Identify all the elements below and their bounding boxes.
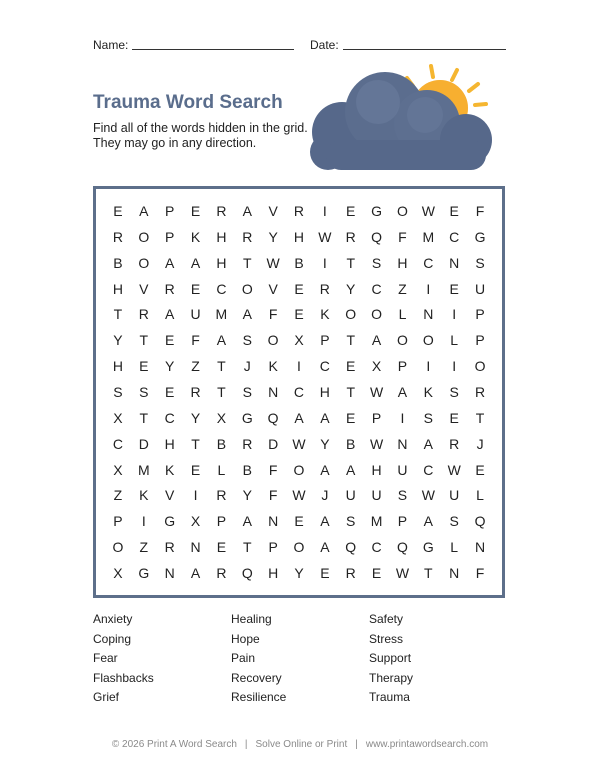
grid-cell[interactable]: J [321,487,329,504]
grid-cell[interactable]: K [190,228,201,245]
grid-cell[interactable]: F [191,332,200,349]
grid-cell[interactable]: O [138,254,150,271]
grid-cell[interactable]: I [452,306,457,323]
grid-cell[interactable]: U [345,487,356,504]
grid-cell[interactable]: R [345,228,356,245]
grid-cell[interactable]: O [241,280,253,297]
grid-cell[interactable]: R [242,228,253,245]
grid-cell[interactable]: F [268,306,278,323]
grid-cell[interactable]: C [423,461,434,478]
grid-cell[interactable]: E [294,513,304,530]
grid-cell[interactable]: L [450,539,459,556]
grid-cell[interactable]: T [346,254,355,271]
grid-cell[interactable]: N [397,435,408,452]
word-list-item: Pain [231,651,256,665]
grid-cell[interactable]: C [112,435,123,452]
word-list-item: Fear [93,651,118,665]
grid-cell[interactable]: A [320,539,330,556]
grid-cell[interactable]: E [164,332,175,349]
grid-cell[interactable]: I [426,358,431,375]
grid-cell[interactable]: I [297,358,301,375]
grid-cell[interactable]: T [139,332,149,349]
grid-cell[interactable]: K [423,383,433,400]
grid-cell[interactable]: E [449,280,459,297]
grid-cell[interactable]: E [294,306,304,323]
grid-cell[interactable]: F [268,487,278,504]
grid-cell[interactable]: S [397,487,408,504]
grid-cell[interactable]: K [164,461,175,478]
grid-cell[interactable]: R [190,383,201,400]
grid-cell[interactable]: H [268,565,279,582]
grid-cell[interactable]: H [164,435,175,452]
grid-cell[interactable]: E [294,280,304,297]
grid-cell[interactable]: N [268,383,279,400]
footer-cta: Solve Online or Print [255,739,348,750]
word-list-item: Resilience [231,690,287,704]
grid-cell[interactable]: E [475,461,485,478]
grid-cell[interactable]: G [422,539,434,556]
word-list-item: Flashbacks [93,670,154,685]
grid-cell[interactable]: S [242,332,252,349]
grid-cell[interactable]: H [112,358,123,375]
grid-cell[interactable]: R [164,539,175,556]
footer-url[interactable]: www.printawordsearch.com [365,739,489,750]
grid-cell[interactable]: A [242,513,252,530]
grid-cell[interactable]: P [113,513,123,530]
grid-cell[interactable]: O [293,539,305,556]
instructions-line-2: They may go in any direction. [93,136,257,150]
grid-cell[interactable]: U [397,461,408,478]
grid-cell[interactable]: T [424,565,433,582]
name-line [132,49,294,50]
grid-cell[interactable]: P [164,228,175,245]
grid-cell[interactable]: R [319,280,330,297]
grid-cell[interactable]: G [241,409,253,426]
grid-cell[interactable]: A [190,254,201,271]
grid-cell[interactable]: S [113,383,123,400]
grid-cell[interactable]: P [475,332,485,349]
grid-cell[interactable]: T [191,435,200,452]
grid-cell[interactable]: B [346,435,356,452]
grid-cell[interactable]: E [449,202,459,219]
footer [0,739,600,750]
grid-cell[interactable]: E [346,409,356,426]
name-field [93,38,128,52]
grid-cell[interactable]: O [293,461,305,478]
grid-cell[interactable]: C [164,409,175,426]
grid-cell[interactable]: T [346,383,355,400]
grid-cell[interactable]: A [423,513,433,530]
grid-cell[interactable]: X [216,409,227,426]
grid-cell[interactable]: G [371,202,383,219]
footer-copyright: © 2026 Print A Word Search [111,739,237,750]
grid-cell[interactable]: V [268,202,278,219]
grid-cell[interactable]: O [422,332,434,349]
grid-cell[interactable]: S [242,383,252,400]
date-line [343,49,506,50]
grid-cell[interactable]: W [292,435,306,452]
grid-cell[interactable]: Q [397,539,408,556]
grid-cell[interactable]: D [268,435,279,452]
grid-cell[interactable]: E [449,409,459,426]
grid-cell[interactable]: R [112,228,123,245]
grid-cell[interactable]: Q [345,539,357,556]
word-list-item: Hope [231,631,260,646]
grid-cell[interactable]: O [397,332,408,349]
grid-cell[interactable]: O [267,332,279,349]
grid-cell[interactable]: J [476,435,484,452]
grid-cell[interactable]: H [371,461,382,478]
instructions [93,121,308,151]
grid-cell[interactable]: A [139,202,149,219]
grid-cell[interactable]: P [475,306,485,323]
word-list-item: Grief [93,690,120,704]
grid-cell[interactable]: Y [164,358,175,375]
grid-cell[interactable]: A [320,409,330,426]
grid-cell[interactable]: C [293,383,305,400]
grid-cell[interactable]: Y [190,409,201,426]
name-label: Name: [93,38,129,52]
grid-cell[interactable]: A [216,332,227,349]
grid-cell[interactable]: C [371,539,382,556]
grid-cell[interactable]: Z [113,487,123,504]
grid-cell[interactable]: P [397,513,408,530]
grid-cell[interactable]: I [193,487,198,504]
grid-cell[interactable]: I [426,280,431,297]
grid-cell[interactable]: W [266,254,280,271]
grid-cell[interactable]: P [164,202,175,219]
grid-cell[interactable]: R [216,565,227,582]
grid-cell[interactable]: C [371,280,382,297]
grid-cell[interactable]: I [452,358,457,375]
grid-cell[interactable]: C [216,280,227,297]
grid-cell[interactable]: T [217,383,226,400]
grid-cell[interactable]: E [164,383,175,400]
grid-cell[interactable]: P [268,539,278,556]
grid-cell[interactable]: B [216,435,227,452]
grid-cell[interactable]: U [449,487,460,504]
grid-cell[interactable]: U [475,280,486,297]
grid-cell[interactable]: S [423,409,433,426]
grid-cell[interactable]: L [476,487,484,504]
grid-cell[interactable]: W [421,487,435,504]
grid-cell[interactable]: W [447,461,461,478]
grid-cell[interactable]: Y [242,487,252,504]
grid-cell[interactable]: W [395,565,410,582]
grid-cell[interactable]: R [216,487,227,504]
word-list-item: Therapy [369,670,414,685]
grid-cell[interactable]: C [319,358,330,375]
grid-cell[interactable]: T [139,409,149,426]
grid-cell[interactable]: R [345,565,356,582]
grid-cell[interactable]: X [113,409,123,426]
grid-cell[interactable]: N [268,513,279,530]
grid-cell[interactable]: T [346,332,355,349]
grid-cell[interactable]: K [139,487,149,504]
grid-cell[interactable]: H [319,383,330,400]
word-list-item: Anxiety [93,612,133,626]
grid-cell[interactable]: L [450,332,459,349]
grid-cell[interactable]: H [397,254,408,271]
grid-cell[interactable]: Q [267,409,279,426]
grid-cell[interactable]: T [475,409,485,426]
grid-cell[interactable]: R [475,383,486,400]
word-list-item: Recovery [231,670,282,685]
grid-cell[interactable]: W [318,228,332,245]
grid-cell[interactable]: V [139,280,149,297]
grid-cell[interactable]: O [138,228,150,245]
grid-cell[interactable]: Z [139,539,149,556]
grid-cell[interactable]: L [398,306,407,323]
word-list-item: Trauma [369,690,410,704]
grid-cell[interactable]: T [242,539,252,556]
letter-grid [105,198,493,586]
grid-cell[interactable]: X [113,461,123,478]
grid-cell[interactable]: U [190,306,201,323]
grid-cell[interactable]: X [371,358,382,375]
grid-cell[interactable]: X [113,565,123,582]
grid-cell[interactable]: G [138,565,150,582]
grid-cell[interactable]: O [345,306,357,323]
grid-cell[interactable]: M [370,513,383,530]
grid-cell[interactable]: S [449,383,459,400]
grid-cell[interactable]: P [397,358,408,375]
grid-cell[interactable]: T [242,254,252,271]
grid-cell[interactable]: W [369,383,384,400]
grid-cell[interactable]: I [322,254,327,271]
grid-cell[interactable]: M [422,228,435,245]
grid-cell[interactable]: X [190,513,201,530]
grid-cell[interactable]: K [320,306,330,323]
grid-cell[interactable]: E [190,202,201,219]
grid-cell[interactable]: H [293,228,305,245]
grid-cell[interactable]: Y [294,565,304,582]
page-title: Trauma Word Search [93,92,283,113]
grid-cell[interactable]: O [371,306,383,323]
puzzle-grid-frame [93,186,505,598]
grid-cell[interactable]: E [139,358,149,375]
grid-cell[interactable]: B [113,254,123,271]
grid-cell[interactable]: M [137,461,150,478]
grid-cell[interactable]: F [268,461,278,478]
grid-cell[interactable]: E [371,565,382,582]
date-label: Date: [310,38,339,52]
grid-cell[interactable]: O [474,358,486,375]
word-list-item: Safety [369,612,404,626]
grid-cell[interactable]: A [320,461,330,478]
grid-cell[interactable]: N [475,539,486,556]
grid-cell[interactable]: S [475,254,485,271]
footer-separator: | [244,739,248,750]
word-list-item: Coping [93,631,132,646]
grid-cell[interactable]: E [113,202,123,219]
grid-cell[interactable]: D [138,435,149,452]
word-list-item: Stress [369,631,404,646]
grid-cell[interactable]: P [320,332,330,349]
grid-cell[interactable]: H [112,280,123,297]
grid-cell[interactable]: N [164,565,175,582]
grid-cell[interactable]: A [346,461,356,478]
grid-cell[interactable]: E [346,358,356,375]
grid-cell[interactable]: T [217,358,226,375]
grid-cell[interactable]: Q [474,513,486,530]
grid-cell[interactable]: M [215,306,228,323]
grid-cell[interactable]: C [449,228,460,245]
grid-cell[interactable]: W [421,202,435,219]
grid-cell[interactable]: P [216,513,227,530]
grid-cell[interactable]: N [423,306,434,323]
grid-cell[interactable]: O [397,202,408,219]
grid-cell[interactable]: E [346,202,356,219]
grid-cell[interactable]: A [190,565,201,582]
grid-cell[interactable]: V [268,280,278,297]
grid-cell[interactable]: R [138,306,149,323]
grid-cell[interactable]: A [371,332,382,349]
grid-cell[interactable]: I [141,513,146,530]
grid-cell[interactable]: Z [398,280,407,297]
instructions-line-1: Find all of the words hidden in the grid. [93,121,308,135]
grid-cell[interactable]: I [322,202,327,219]
grid-cell[interactable]: A [242,202,252,219]
grid-cell[interactable]: R [164,280,175,297]
grid-cell[interactable]: A [242,306,252,323]
grid-cell[interactable]: Y [346,280,356,297]
grid-cell[interactable]: A [397,383,408,400]
grid-cell[interactable]: Q [241,565,253,582]
grid-cell[interactable]: E [190,280,201,297]
grid-cell[interactable]: X [294,332,304,349]
grid-cell[interactable]: S [346,513,356,530]
grid-cell[interactable]: O [112,539,124,556]
grid-cell[interactable]: N [449,254,460,271]
grid-cell[interactable]: R [293,202,305,219]
grid-cell[interactable]: H [216,254,227,271]
grid-cell[interactable]: S [449,513,459,530]
grid-cell[interactable]: G [164,513,176,530]
grid-cell[interactable]: N [449,565,460,582]
grid-cell[interactable]: I [400,409,405,426]
grid-cell[interactable]: C [423,254,434,271]
grid-cell[interactable]: Q [371,228,383,245]
grid-cell[interactable]: S [139,383,149,400]
grid-cell[interactable]: A [294,409,304,426]
grid-cell[interactable]: A [164,254,175,271]
grid-cell[interactable]: A [423,435,433,452]
grid-cell[interactable]: N [190,539,201,556]
grid-cell[interactable]: H [216,228,227,245]
grid-cell[interactable]: F [475,565,485,582]
grid-cell[interactable]: E [320,565,330,582]
word-list [93,612,413,710]
grid-cell[interactable]: A [164,306,175,323]
grid-cell[interactable]: V [164,487,175,504]
word-list-item: Support [369,651,412,665]
grid-cell[interactable]: P [371,409,382,426]
cloud-icon [310,72,492,170]
grid-cell[interactable]: Y [113,332,123,349]
grid-cell[interactable]: B [294,254,304,271]
weather-illustration [300,60,510,175]
footer-separator: | [355,739,358,750]
grid-cell[interactable]: G [474,228,486,245]
grid-cell[interactable]: K [268,358,278,375]
word-list-item: Healing [231,612,272,626]
grid-cell[interactable]: U [371,487,382,504]
grid-cell[interactable]: E [216,539,227,556]
grid-cell[interactable]: F [475,202,485,219]
date-field [310,38,339,52]
grid-cell[interactable]: B [242,461,252,478]
grid-cell[interactable]: Z [191,358,200,375]
grid-cell[interactable]: F [398,228,407,245]
grid-cell[interactable]: L [217,461,226,478]
grid-cell[interactable]: E [190,461,201,478]
grid-cell[interactable]: T [113,306,123,323]
grid-cell[interactable]: S [371,254,382,271]
grid-cell[interactable]: A [320,513,330,530]
grid-cell[interactable]: W [292,487,306,504]
grid-cell[interactable]: R [242,435,253,452]
grid-cell[interactable]: R [216,202,227,219]
grid-cell[interactable]: R [449,435,460,452]
grid-cell[interactable]: Y [268,228,278,245]
grid-cell[interactable]: J [243,358,251,375]
grid-cell[interactable]: Y [320,435,330,452]
grid-cell[interactable]: W [369,435,384,452]
